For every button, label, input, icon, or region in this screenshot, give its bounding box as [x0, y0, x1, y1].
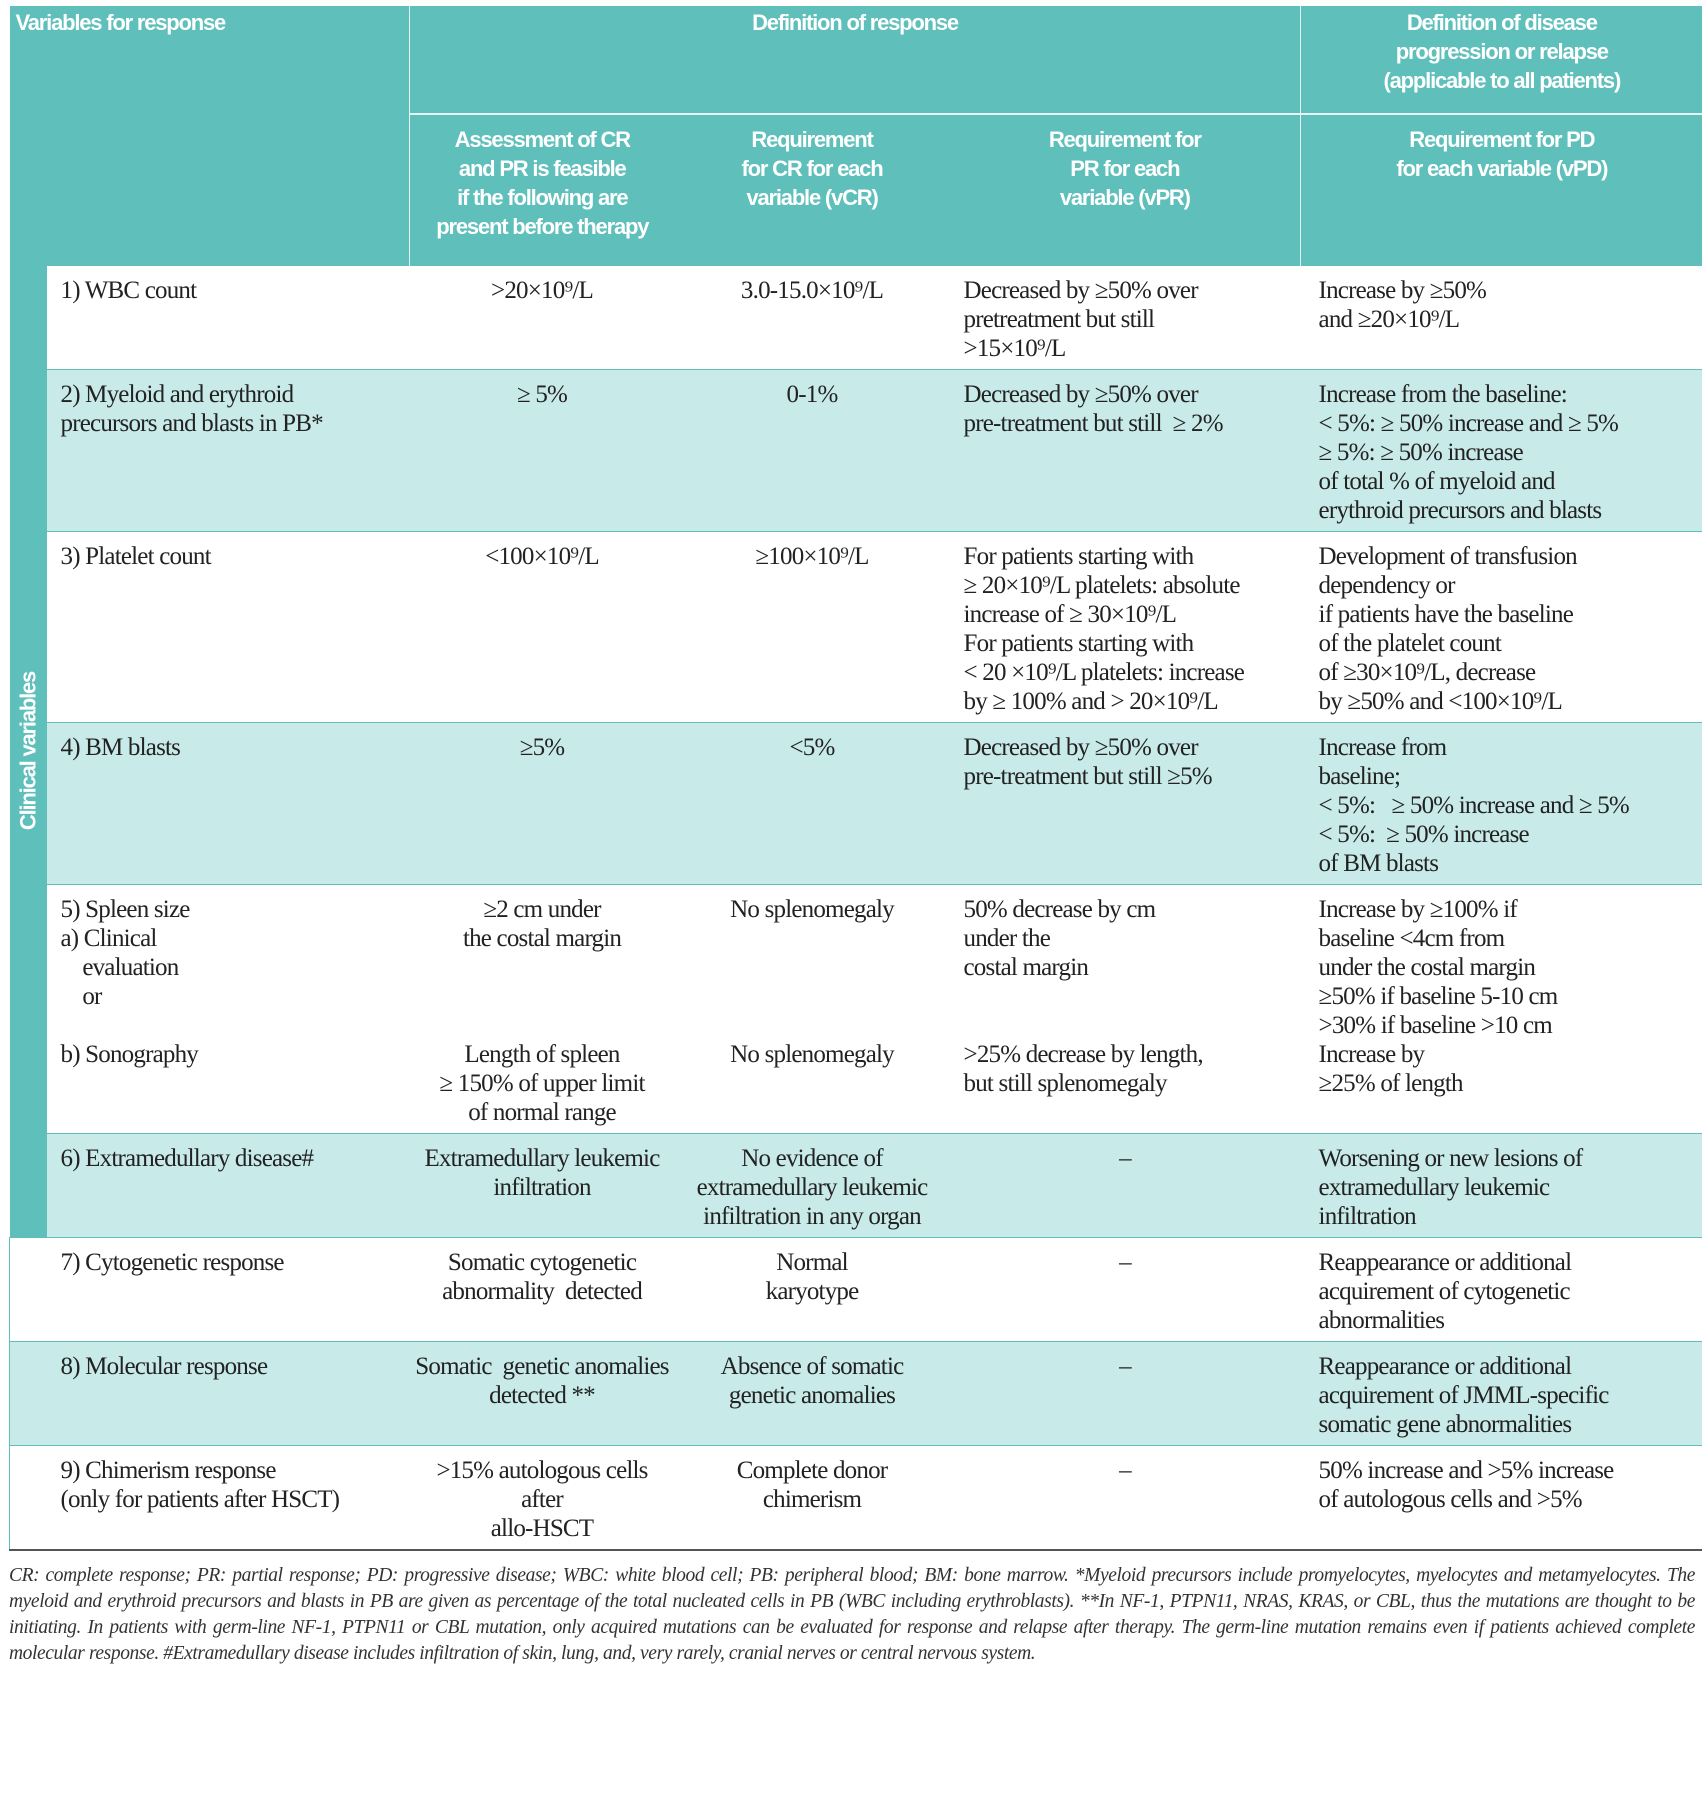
cell-vpr: 50% decrease by cm under the costal margin >25% decrease by length, but still splenomegaly: [950, 885, 1301, 1134]
table-row: [10, 1238, 1702, 1342]
cell-vcr: 3.0-15.0×10⁹/L: [675, 266, 950, 370]
cell-vpd: Increase from the baseline: < 5%: ≥ 50% increase and ≥ 5% ≥ 5%: ≥ 50% increase of total % of myeloid and erythroid precursors and blasts: [1301, 370, 1702, 532]
cell-variable: 3) Platelet count: [47, 532, 410, 723]
header-assessment: Assessment of CR and PR is feasible if the following are present before therapy: [410, 114, 675, 266]
cell-vpr: Decreased by ≥50% over pre-treatment but still ≥ 2%: [950, 370, 1301, 532]
cell-vpr: –: [950, 1446, 1301, 1551]
header-definition-response: Definition of response: [410, 6, 1301, 114]
cell-vpd: Increase by ≥50% and ≥20×10⁹/L: [1301, 266, 1702, 370]
blank-cell: [10, 1342, 47, 1446]
cell-variable: 8) Molecular response: [47, 1342, 410, 1446]
blank-cell: [10, 1446, 47, 1551]
cell-vpr: Decreased by ≥50% over pretreatment but still >15×10⁹/L: [950, 266, 1301, 370]
cell-vpr: Decreased by ≥50% over pre-treatment but still ≥5%: [950, 723, 1301, 885]
cell-assessment: <100×10⁹/L: [410, 532, 675, 723]
side-label-text: Clinical variables: [15, 672, 41, 831]
cell-vcr: Complete donor chimerism: [675, 1446, 950, 1551]
blank-cell: [10, 1238, 47, 1342]
header-vpd: Requirement for PD for each variable (vPD): [1301, 114, 1702, 266]
cell-vpd: Increase from baseline; < 5%: ≥ 50% increase and ≥ 5% < 5%: ≥ 50% increase of BM blasts: [1301, 723, 1702, 885]
clinical-variables-side-label: [10, 266, 47, 1238]
response-criteria-table: [9, 6, 1702, 1551]
footnote: CR: complete response; PR: partial response; PD: progressive disease; WBC: white blood cell; PB: peripheral blood; BM: bone marrow. *Myeloid precursors include promyelocytes, myelocytes and metamyelocytes. The myeloid and erythroid precursors and blasts in PB are given as percentage of the total nucleated cells in PB (WBC including erythroblasts). **In NF-1, PTPN11, NRAS, KRAS, or CBL, thus the mutations are thought to be initiating. In patients with germ-line NF-1, PTPN11 or CBL mutation, only acquired mutations can be evaluated for response and relapse after therapy. The germ-line mutation remains even if patients achieved complete molecular response. #Extramedullary disease includes infiltration of skin, lung, and, very rarely, cranial nerves or central nervous system.: [9, 1565, 1695, 1664]
table-row: [10, 1134, 1702, 1238]
cell-assessment: Extramedullary leukemic infiltration: [410, 1134, 675, 1238]
cell-variable: 4) BM blasts: [47, 723, 410, 885]
cell-vpr: For patients starting with ≥ 20×10⁹/L platelets: absolute increase of ≥ 30×10⁹/L For patients starting with < 20 ×10⁹/L platelets: increase by ≥ 100% and > 20×10⁹/L: [950, 532, 1301, 723]
cell-vpd: Worsening or new lesions of extramedullary leukemic infiltration: [1301, 1134, 1702, 1238]
cell-variable: 5) Spleen size a) Clinical evaluation or b) Sonography: [47, 885, 410, 1134]
cell-vpd: Reappearance or additional acquirement of JMML-specific somatic gene abnormalities: [1301, 1342, 1702, 1446]
cell-variable: 2) Myeloid and erythroid precursors and blasts in PB*: [47, 370, 410, 532]
cell-vpd: Reappearance or additional acquirement of cytogenetic abnormalities: [1301, 1238, 1702, 1342]
header-definition-progression: Definition of disease progression or relapse (applicable to all patients): [1301, 6, 1702, 114]
header-variables: Variables for response: [10, 6, 410, 266]
cell-assessment: ≥2 cm under the costal margin Length of spleen ≥ 150% of upper limit of normal range: [410, 885, 675, 1134]
table-row: [10, 1342, 1702, 1446]
cell-vcr: Normal karyotype: [675, 1238, 950, 1342]
cell-assessment: >20×10⁹/L: [410, 266, 675, 370]
cell-assessment: Somatic genetic anomalies detected **: [410, 1342, 675, 1446]
cell-assessment: Somatic cytogenetic abnormality detected: [410, 1238, 675, 1342]
table-row: [10, 266, 1702, 370]
cell-variable: 7) Cytogenetic response: [47, 1238, 410, 1342]
cell-variable: 6) Extramedullary disease#: [47, 1134, 410, 1238]
cell-vcr: ≥100×10⁹/L: [675, 532, 950, 723]
cell-vcr: <5%: [675, 723, 950, 885]
header-vpr: Requirement for PR for each variable (vPR): [950, 114, 1301, 266]
cell-assessment: ≥5%: [410, 723, 675, 885]
table-row: [10, 723, 1702, 885]
cell-assessment: ≥ 5%: [410, 370, 675, 532]
cell-vpd: Increase by ≥100% if baseline <4cm from under the costal margin ≥50% if baseline 5-10 cm >30% if baseline >10 cm Increase by ≥25% of length: [1301, 885, 1702, 1134]
cell-vpr: –: [950, 1238, 1301, 1342]
cell-vpr: –: [950, 1342, 1301, 1446]
cell-vpr: –: [950, 1134, 1301, 1238]
table-row: [10, 1446, 1702, 1551]
cell-vpd: Development of transfusion dependency or if patients have the baseline of the platelet count of ≥30×10⁹/L, decrease by ≥50% and <100×10⁹/L: [1301, 532, 1702, 723]
cell-vcr: 0-1%: [675, 370, 950, 532]
cell-variable: 1) WBC count: [47, 266, 410, 370]
table-row: [10, 370, 1702, 532]
table-row: [10, 532, 1702, 723]
cell-vcr: Absence of somatic genetic anomalies: [675, 1342, 950, 1446]
cell-assessment: >15% autologous cells after allo-HSCT: [410, 1446, 675, 1551]
cell-vcr: No evidence of extramedullary leukemic infiltration in any organ: [675, 1134, 950, 1238]
cell-vcr: No splenomegaly No splenomegaly: [675, 885, 950, 1134]
table-row: [10, 885, 1702, 1134]
cell-variable: 9) Chimerism response (only for patients after HSCT): [47, 1446, 410, 1551]
cell-vpd: 50% increase and >5% increase of autologous cells and >5%: [1301, 1446, 1702, 1551]
header-vcr: Requirement for CR for each variable (vCR): [675, 114, 950, 266]
